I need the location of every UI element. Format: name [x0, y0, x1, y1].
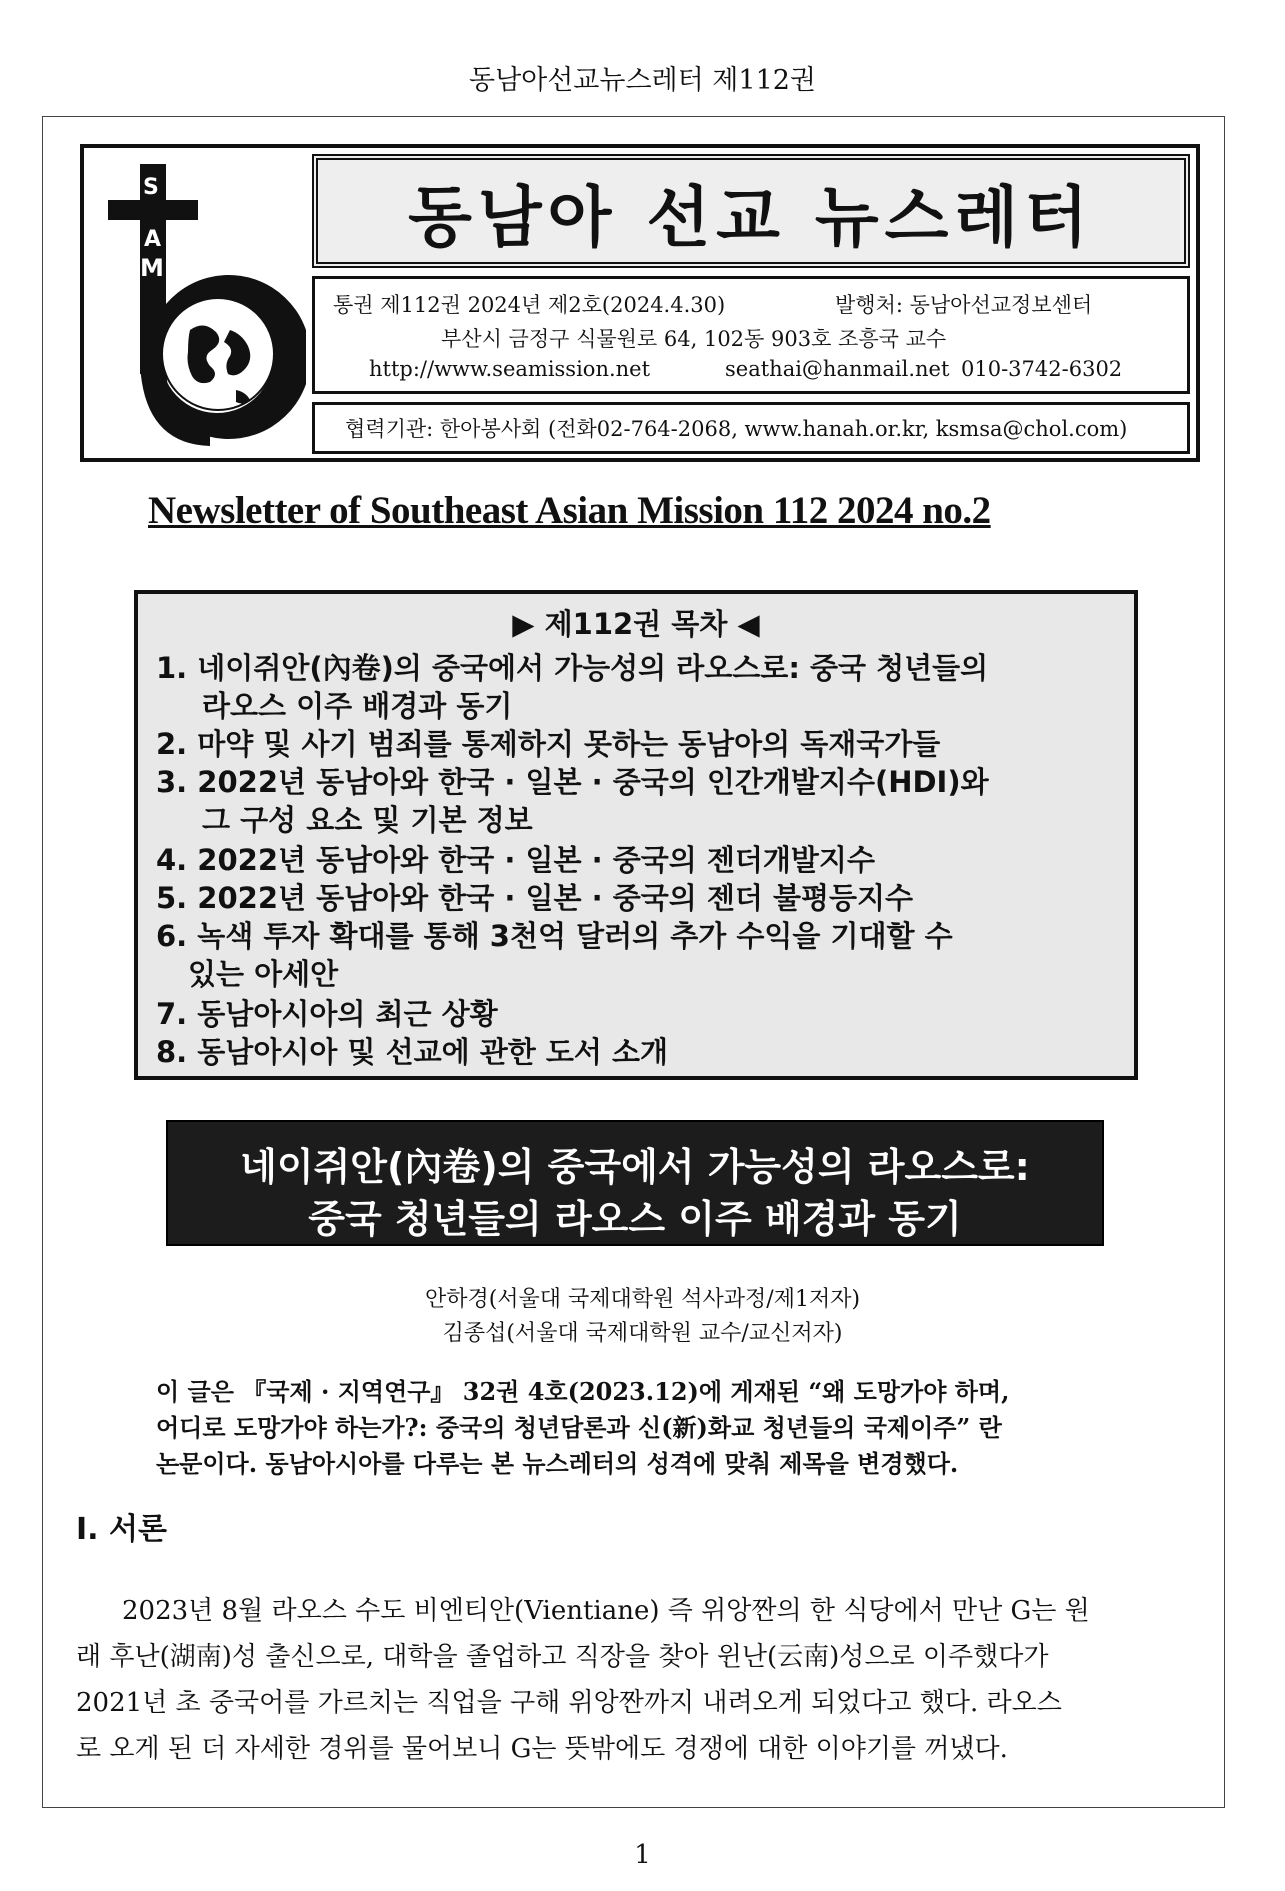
toc-item: 6. 녹색 투자 확대를 통해 3천억 달러의 추가 수익을 기대할 수 [156, 919, 953, 953]
body-line: 로 오게 된 더 자세한 경위를 물어보니 G는 뜻밖에도 경쟁에 대한 이야기를 꺼냈다. [76, 1734, 1008, 1764]
article-title-line2: 중국 청년들의 라오스 이주 배경과 동기 [308, 1197, 962, 1241]
publisher: 발행처: 동남아선교정보센터 [835, 293, 1093, 317]
author-corresponding: 김종섭(서울대 국제대학원 교수/교신저자) [442, 1321, 843, 1346]
seam-logo [90, 154, 306, 454]
website-link[interactable]: http://www.seamission.net [369, 357, 651, 381]
page-number: 1 [634, 1840, 651, 1870]
logo-letter-s: S [143, 175, 159, 200]
logo-letter-a: A [144, 227, 162, 252]
abstract-line: 논문이다. 동남아시아를 다루는 본 뉴스레터의 성격에 맞춰 제목을 변경했다. [156, 1449, 959, 1478]
newsletter-title: 동남아 선교 뉴스레터 [408, 178, 1094, 256]
abstract-line: 어디로 도망가야 하는가?: 중국의 청년담론과 신(新)화교 청년들의 국제이주” 란 [156, 1413, 1002, 1442]
body-line: 2021년 초 중국어를 가르치는 직업을 구해 위앙짠까지 내려오게 되었다고 했다. 라오스 [76, 1688, 1062, 1718]
abstract-line: 이 글은 『국제 · 지역연구』 32권 4호(2023.12)에 게재된 “왜 도망가야 하며, [156, 1377, 1010, 1406]
article-title-banner [166, 1120, 1104, 1246]
body-line: 2023년 8월 라오스 수도 비엔티안(Vientiane) 즉 위앙짠의 한 식당에서 만난 G는 원 [122, 1596, 1090, 1626]
toc-item: 2. 마약 및 사기 범죄를 통제하지 못하는 동남아의 독재국가들 [156, 727, 941, 761]
toc-item: 5. 2022년 동남아와 한국 · 일본 · 중국의 젠더 불평등지수 [156, 881, 914, 915]
newsletter-title-box [312, 154, 1190, 268]
english-title: Newsletter of Southeast Asian Mission 112 2024 no.2 [148, 489, 991, 532]
toc-item: 있는 아세안 [188, 957, 339, 991]
issue-info: 통권 제112권 2024년 제2호(2024.4.30) [333, 293, 726, 317]
seam-logo-icon [90, 154, 306, 454]
logo-letter-e: E [143, 197, 157, 221]
masthead [80, 144, 1200, 462]
body-line: 래 후난(湖南)성 출신으로, 대학을 졸업하고 직장을 찾아 윈난(云南)성으로 이주했다가 [76, 1642, 1049, 1672]
article-title-line1: 네이쥐안(內卷)의 중국에서 가능성의 라오스로: [240, 1145, 1030, 1189]
toc-item: 7. 동남아시아의 최근 상황 [156, 997, 498, 1031]
toc-heading: ▶ 제112권 목차 ◀ [512, 607, 760, 641]
publication-info [312, 276, 1190, 394]
running-head: 동남아선교뉴스레터 제112권 [468, 65, 817, 96]
author-first: 안하경(서울대 국제대학원 석사과정/제1저자) [424, 1287, 861, 1312]
toc-item: 3. 2022년 동남아와 한국 · 일본 · 중국의 인간개발지수(HDI)와 [156, 765, 989, 799]
toc-item: 1. 네이쥐안(內卷)의 중국에서 가능성의 라오스로: 중국 청년들의 [156, 651, 989, 685]
table-of-contents [134, 590, 1138, 1080]
toc-item: 4. 2022년 동남아와 한국 · 일본 · 중국의 젠더개발지수 [156, 843, 875, 877]
section-title: I. 서론 [76, 1512, 167, 1547]
address: 부산시 금정구 식물원로 64, 102동 903호 조흥국 교수 [441, 327, 947, 351]
toc-item: 그 구성 요소 및 기본 정보 [202, 803, 533, 837]
partner-info: 협력기관: 한아봉사회 (전화02-764-2068, www.hanah.or.kr, ksmsa@chol.com) [312, 402, 1190, 454]
toc-item: 라오스 이주 배경과 동기 [202, 689, 513, 723]
toc-item: 8. 동남아시아 및 선교에 관한 도서 소개 [156, 1035, 668, 1069]
logo-letter-m: M [140, 254, 164, 282]
phone-number: 010-3742-6302 [961, 357, 1123, 381]
email-link[interactable]: seathai@hanmail.net [725, 357, 950, 381]
